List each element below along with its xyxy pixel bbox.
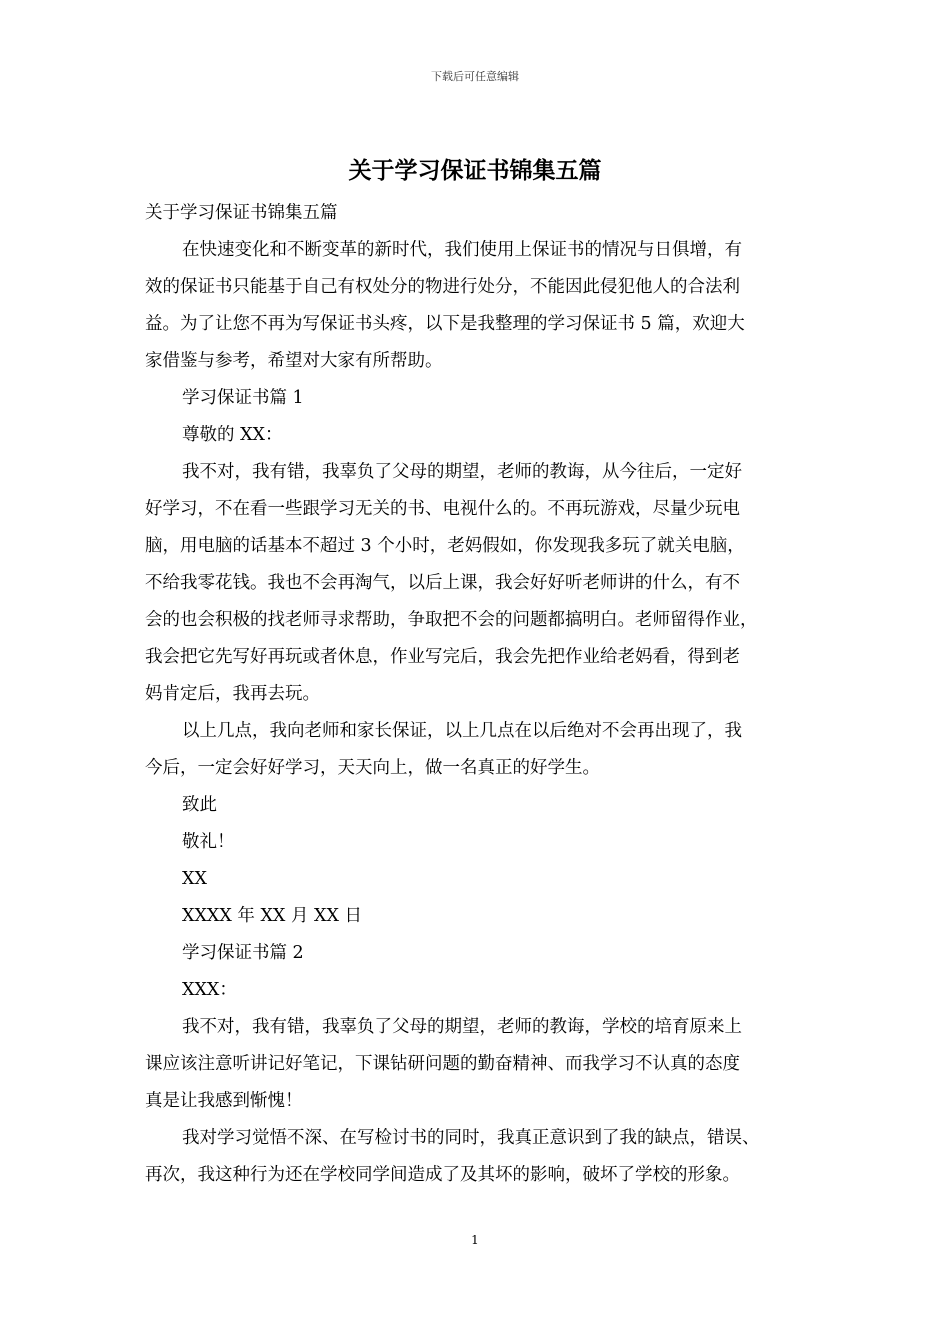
body-line: 不给我零花钱。我也不会再淘气，以后上课，我会好好听老师讲的什么，有不 (145, 573, 740, 593)
body-line: 以上几点，我向老师和家长保证，以上几点在以后绝对不会再出现了，我 (182, 721, 742, 741)
body-line: 今后，一定会好好学习，天天向上，做一名真正的好学生。 (145, 758, 600, 778)
salutation: 尊敬的 XX： (182, 425, 283, 445)
date-line: XXXX 年 XX 月 XX 日 (182, 906, 362, 926)
body-line: 脑，用电脑的话基本不超过 3 个小时，老妈假如，你发现我多玩了就关电脑， (145, 536, 745, 556)
section-heading: 学习保证书篇 2 (182, 943, 304, 963)
body-line: 益。为了让您不再为写保证书头疼，以下是我整理的学习保证书 5 篇，欢迎大 (145, 314, 745, 334)
closing-line: 致此 (182, 795, 217, 815)
body-line: 在快速变化和不断变革的新时代，我们使用上保证书的情况与日俱增，有 (182, 240, 742, 260)
body-line: 再次，我这种行为还在学校同学间造成了及其坏的影响，破坏了学校的形象。 (145, 1165, 740, 1185)
body-line: 关于学习保证书锦集五篇 (145, 203, 338, 223)
body-line: 我会把它先写好再玩或者休息，作业写完后，我会先把作业给老妈看，得到老 (145, 647, 740, 667)
document-body (145, 195, 813, 1194)
body-line: 课应该注意听讲记好笔记，下课钻研问题的勤奋精神、而我学习不认真的态度 (145, 1054, 740, 1074)
body-line: 效的保证书只能基于自己有权处分的物进行处分，不能因此侵犯他人的合法利 (145, 277, 740, 297)
body-line: 我对学习觉悟不深、在写检讨书的同时，我真正意识到了我的缺点，错误、 (182, 1128, 760, 1148)
body-line: 妈肯定后，我再去玩。 (145, 684, 320, 704)
page-number: 1 (471, 1233, 479, 1247)
body-line: 真是让我感到惭愧！ (145, 1091, 303, 1111)
section-heading: 学习保证书篇 1 (182, 388, 304, 408)
body-line: 家借鉴与参考，希望对大家有所帮助。 (145, 351, 443, 371)
body-line: 好学习，不在看一些跟学习无关的书、电视什么的。不再玩游戏，尽量少玩电 (145, 499, 740, 519)
body-line: 我不对，我有错，我辜负了父母的期望，老师的教诲，学校的培育原来上 (182, 1017, 742, 1037)
closing-line: 敬礼！ (182, 832, 235, 852)
header-note: 下载后可任意编辑 (431, 70, 519, 83)
signature: XX (182, 869, 207, 889)
salutation: XXX： (182, 980, 237, 1000)
body-line: 会的也会积极的找老师寻求帮助，争取把不会的问题都搞明白。老师留得作业， (145, 610, 758, 630)
document-title: 关于学习保证书锦集五篇 (348, 157, 602, 184)
body-line: 我不对，我有错，我辜负了父母的期望，老师的教诲，从今往后，一定好 (182, 462, 742, 482)
